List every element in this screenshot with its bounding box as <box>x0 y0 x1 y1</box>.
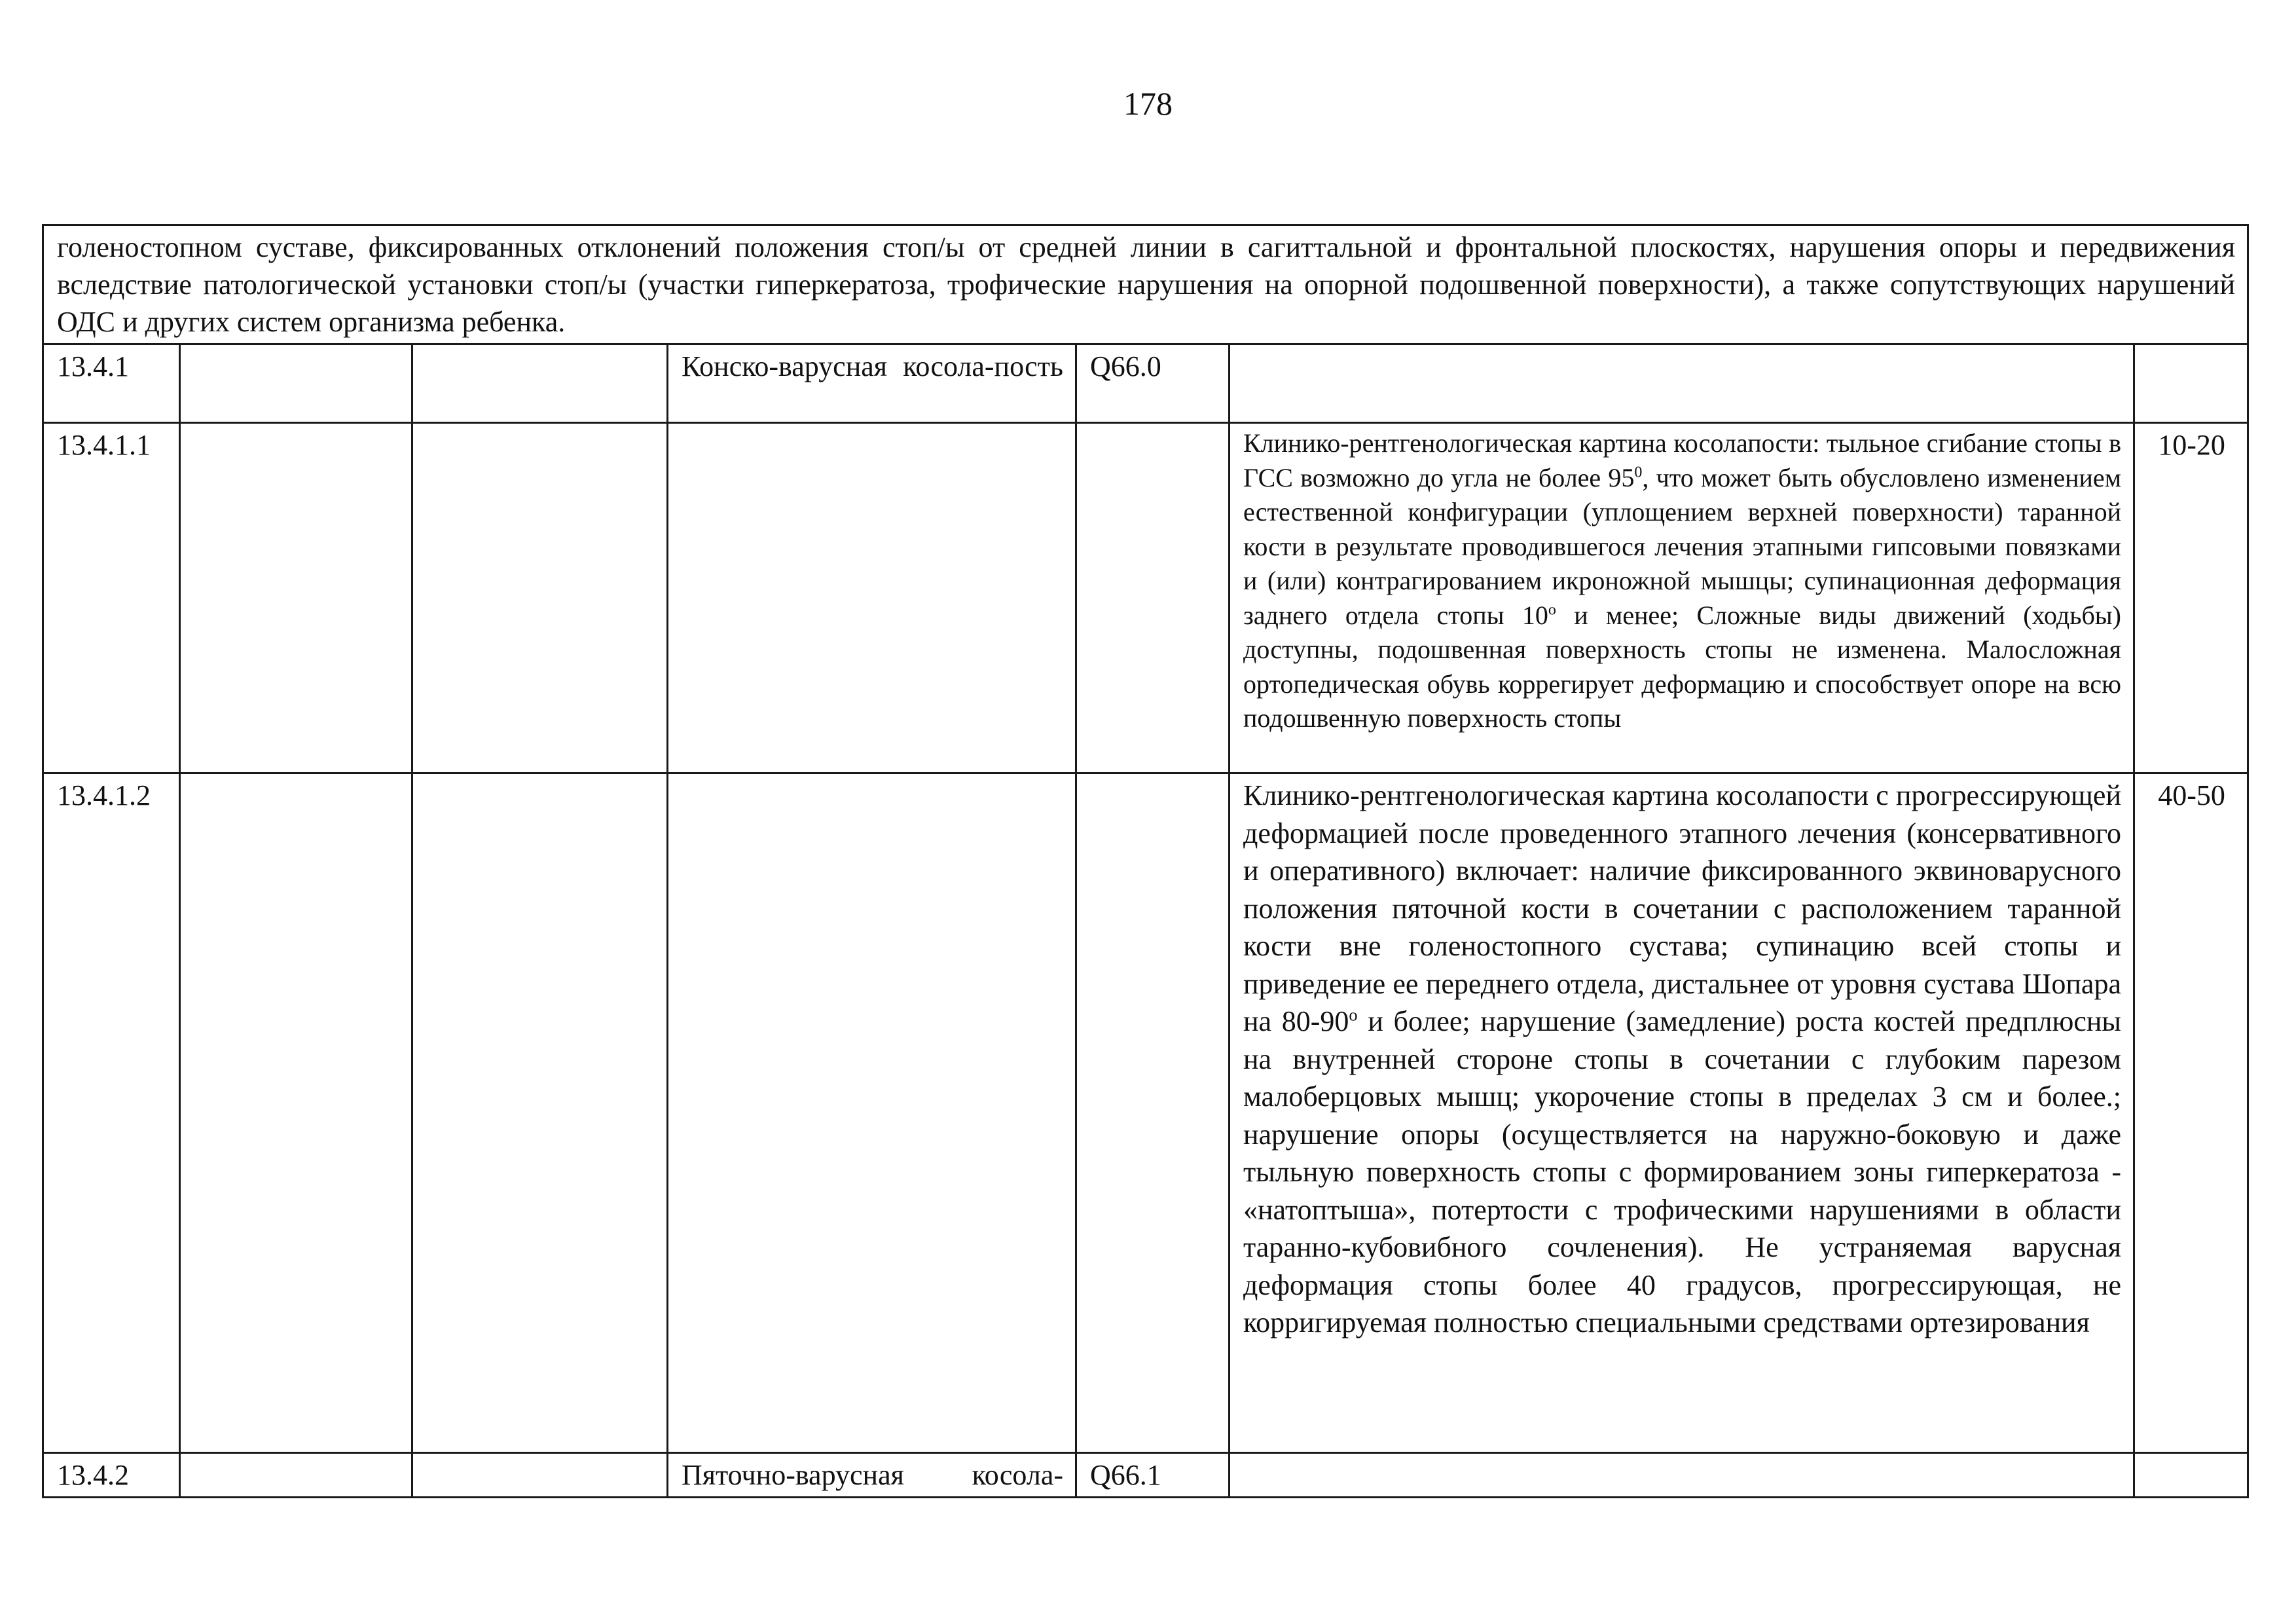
row-percent: 10-20 <box>2134 423 2248 773</box>
row-code: 13.4.1.2 <box>43 773 180 1453</box>
intro-text: голеностопном суставе, фиксированных отклонений положения стоп/ы от средней линии в сагиттальной и фронтальной плоскостях, нарушения опоры и передвижения вследствие патологической установки стоп/ы (участки гиперкератоза, трофические нарушения на опорной подошвенной поверхности), а также сопутствующих нарушений ОДС и других систем организма ребенка. <box>43 225 2248 344</box>
row-description <box>1230 344 2134 423</box>
page-number: 178 <box>1123 85 1173 122</box>
degree-mark: о <box>1548 601 1556 619</box>
row-description <box>1230 423 2134 773</box>
row-percent <box>2134 1453 2248 1498</box>
empty-cell <box>180 423 412 773</box>
classification-table <box>42 224 2249 1498</box>
row-code: 13.4.1.1 <box>43 423 180 773</box>
empty-cell <box>180 344 412 423</box>
row-code: 13.4.2 <box>43 1453 180 1498</box>
table-row <box>43 344 2248 423</box>
row-percent <box>2134 344 2248 423</box>
description-text: и более; нарушение (замедление) роста костей предплюсны на внутренней стороне стопы в сочетании с глубоким парезом малоберцовых мышц; укорочение стопы в пределах 3 см и более.; нарушение опоры (осуществляется на наружно-боковую и даже тыльную поверхность стопы с формированием зоны гиперкератоза - «натоптыша», потертости с трофическими нарушениями в области таранно-кубовибного сочленения). Не устраняемая варусная деформация стопы более 40 градусов, прогрессирующая, не корригируемая полностью специальными средствами ортезирования <box>1243 1005 2121 1338</box>
row-icd-code <box>1076 423 1230 773</box>
degree-mark: о <box>1349 1005 1358 1025</box>
intro-row <box>43 225 2248 344</box>
empty-cell <box>412 423 668 773</box>
empty-cell <box>412 773 668 1453</box>
empty-cell <box>180 1453 412 1498</box>
row-icd-code: Q66.1 <box>1076 1453 1230 1498</box>
row-diagnosis <box>668 773 1076 1453</box>
table-row <box>43 1453 2248 1498</box>
row-code: 13.4.1 <box>43 344 180 423</box>
empty-cell <box>412 1453 668 1498</box>
row-icd-code: Q66.0 <box>1076 344 1230 423</box>
row-diagnosis: Пяточно-варусная косола- <box>668 1453 1076 1498</box>
degree-mark: 0 <box>1634 464 1643 481</box>
empty-cell <box>412 344 668 423</box>
row-diagnosis: Конско-варусная косола-пость <box>668 344 1076 423</box>
row-description <box>1230 773 2134 1453</box>
description-text: Клинико-рентгенологическая картина косолапости: тыльное сгибание стопы в ГСС возможно до угла не более 95 <box>1243 428 2121 492</box>
row-diagnosis <box>668 423 1076 773</box>
description-text: Клинико-рентгенологическая картина косолапости с прогрессирующей деформацией после проведенного этапного лечения (консервативного и оперативного) включает: наличие фиксированного эквиноварусного положения пяточной кости в сочетании с расположением таранной кости вне голеностопного сустава; супинацию всей стопы и приведение ее переднего отдела, дистальнее от уровня сустава Шопара на 80-90 <box>1243 779 2121 1037</box>
description-text: , что может быть обусловлено изменением естественной конфигурации (уплощением верхней поверхности) таранной кости в результате проводившегося лечения этапными гипсовыми повязками и (или) контрагированием икроножной мышцы; супинационная деформация заднего отдела стопы 10 <box>1243 462 2122 630</box>
table-row <box>43 773 2248 1453</box>
row-description <box>1230 1453 2134 1498</box>
row-icd-code <box>1076 773 1230 1453</box>
description-text: и менее; Сложные виды движений (ходьбы) доступны, подошвенная поверхность стопы не изменена. Малосложная ортопедическая обувь коррегирует деформацию и способствует опоре на всю подошвенную поверхность стопы <box>1243 600 2121 733</box>
table-row <box>43 423 2248 773</box>
row-percent: 40-50 <box>2134 773 2248 1453</box>
empty-cell <box>180 773 412 1453</box>
